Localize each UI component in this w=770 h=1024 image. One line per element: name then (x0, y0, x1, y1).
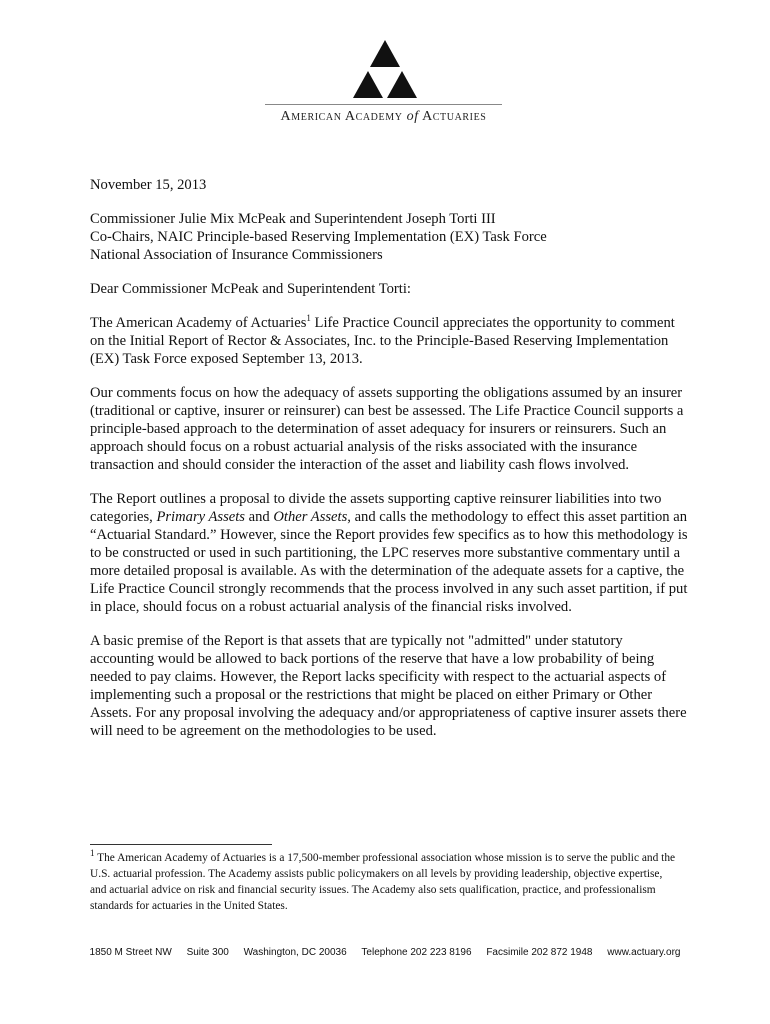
academy-logo (0, 40, 770, 130)
salutation: Dear Commissioner McPeak and Superintendent Torti: (90, 281, 411, 297)
outline-text-1: The Report outlines a proposal to divide the assets supporting captive reinsurer liabilities into two categories, (90, 491, 662, 525)
logo-rule (265, 104, 502, 105)
paragraph-premise: A basic premise of the Report is that assets that are typically not "admitted" under statutory accounting would be allowed to back portions of the reserve that have a low probability of being needed to pay claims. However, the Report lacks specificity with respect to the actuarial aspects of implementing such a proposal or the restrictions that might be placed on either Primary or Other Assets. For any proposal involving the adequacy and/or appropriateness of captive insurer assets there will need to be agreement on the methodologies to be used. (90, 633, 687, 739)
primary-assets-term: Primary Assets (156, 509, 245, 525)
letterhead-footer (0, 947, 770, 958)
address-line: Co-Chairs, NAIC Principle-based Reserving Implementation (EX) Task Force (90, 229, 547, 245)
footnote-divider (90, 844, 272, 845)
wordmark-actuaries: Actuaries (422, 109, 487, 124)
footnote-ref: 1 (306, 313, 311, 324)
address-line: Commissioner Julie Mix McPeak and Superintendent Joseph Torti III (90, 211, 496, 227)
logo-wordmark (265, 109, 502, 125)
footer-city: Washington, DC 20036 (243, 947, 347, 958)
footer-fax: Facsimile 202 872 1948 (486, 947, 593, 958)
footnote-text: The American Academy of Actuaries is a 17,500-member professional association whose mission is to serve the public and the U.S. actuarial profession. The Academy assists public policymakers on all levels by providing leadership, objective expertise, and actuarial advice on risk and financial security issues. The Academy also sets qualification, practice, and professionalism standards for actuaries in the United States. (90, 852, 676, 912)
paragraph-comments: Our comments focus on how the adequacy of assets supporting the obligations assumed by an insurer (traditional or captive, insurer or reinsurer) can best be assessed. The Life Practice Council supports a principle-based approach to the determination of asset adequacy for insurers or reinsurers. Such an approach should focus on a robust actuarial analysis of the risks associated with the insurance transaction and should consider the interaction of the asset and liability cash flows involved. (90, 385, 684, 473)
paragraph-intro (90, 314, 690, 368)
intro-text-start: The American Academy of Actuaries (90, 315, 307, 331)
other-assets-term: Other Assets (273, 509, 348, 525)
recipient-address (90, 210, 690, 264)
outline-text-3: , and calls the methodology to effect this asset partition an “Actuarial Standard.” However, since the Report provides few specifics as to how this methodology is to be constructed or used in such partitioning, the LPC reserves more substantive commentary until a more detailed proposal is available. As with the determination of the adequate assets for a captive, the Life Practice Council strongly recommends that the process involved in any such asset partition, if put in place, should focus on a robust actuarial analysis of the financial risks involved. (90, 509, 688, 615)
footer-website-link[interactable]: www.actuary.org (607, 947, 681, 958)
footer-street: 1850 M Street NW (89, 947, 172, 958)
triangle-logo-icon (349, 40, 421, 100)
outline-text-2: and (244, 509, 274, 525)
wordmark-academy: American Academy (280, 109, 403, 124)
wordmark-of: of (406, 109, 419, 124)
intro-text-end: Life Practice Council appreciates the opportunity to comment on the Initial Report of Rector & Associates, Inc. to the Principle-Based Reserving Implementation (EX) Task Force exposed September 13, 2013. (90, 315, 675, 367)
letter-body (90, 176, 690, 756)
footer-suite: Suite 300 (186, 947, 229, 958)
footer-phone: Telephone 202 223 8196 (361, 947, 472, 958)
address-line: National Association of Insurance Commissioners (90, 247, 383, 263)
footnote-marker: 1 (90, 848, 95, 859)
letter-date: November 15, 2013 (90, 177, 207, 193)
paragraph-report-outline (90, 490, 690, 616)
footnote (90, 850, 680, 914)
